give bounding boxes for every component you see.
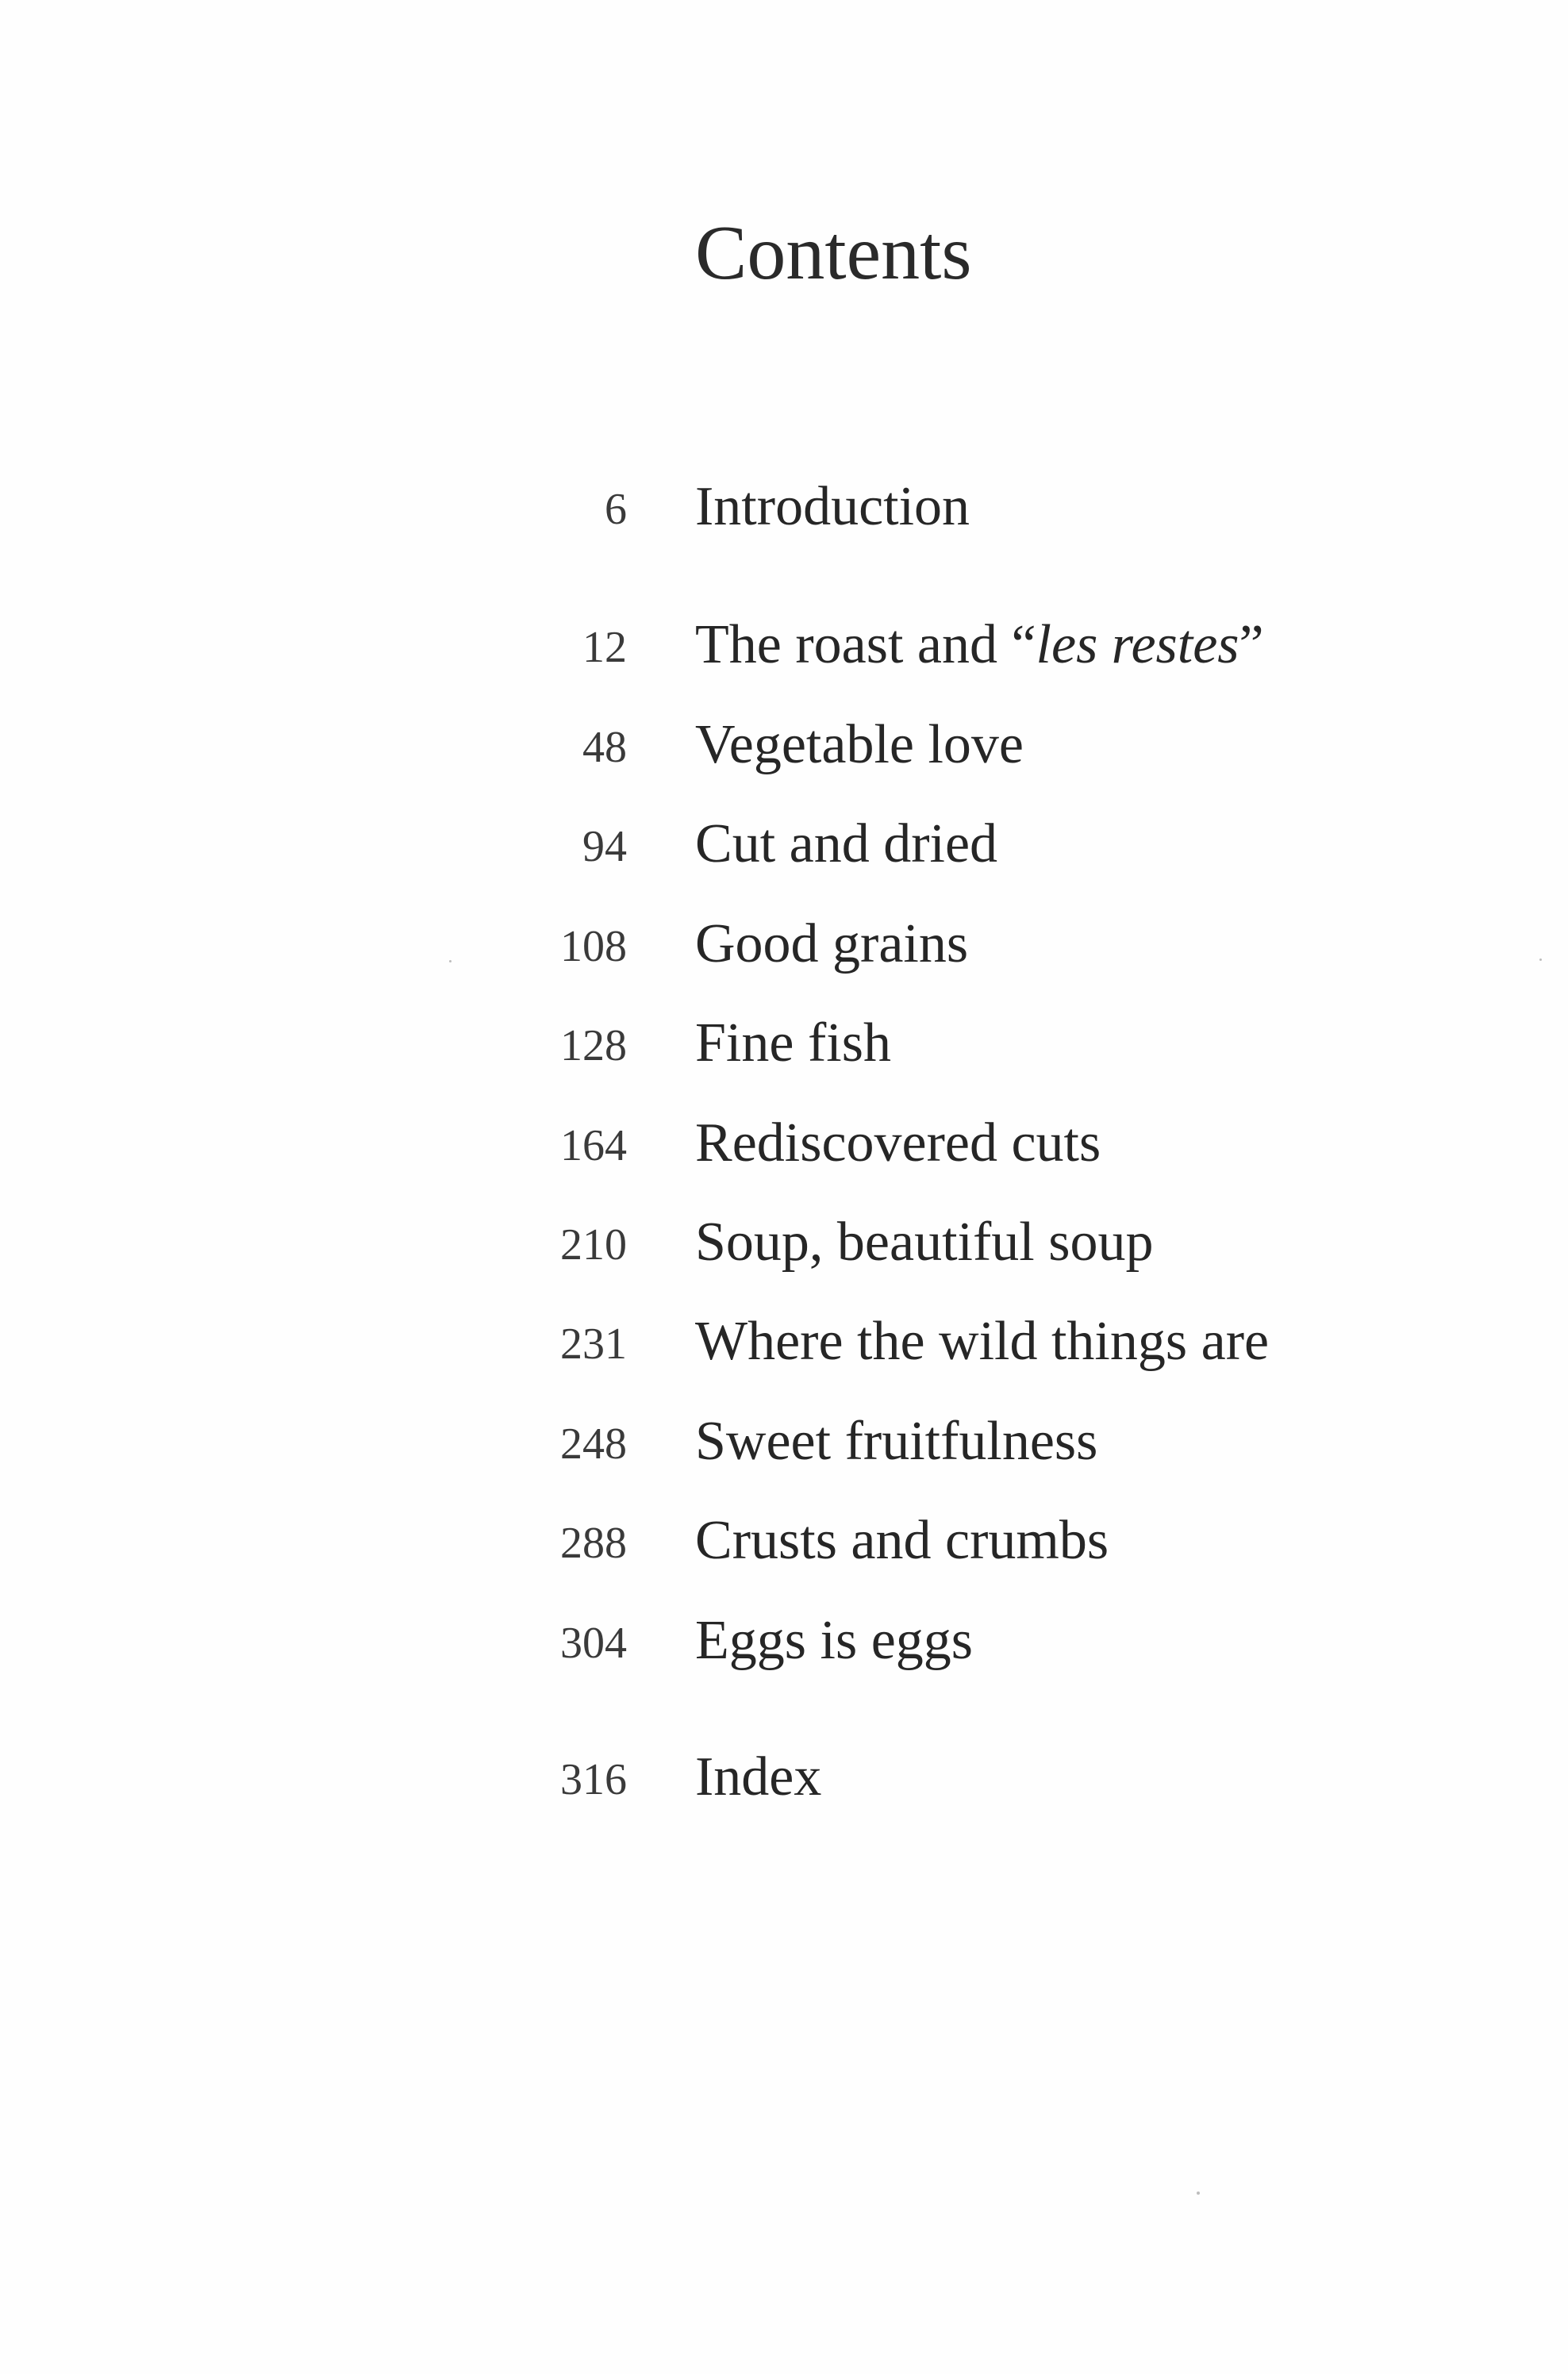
toc-entry-title: Good grains xyxy=(695,913,969,974)
toc-entry-title xyxy=(695,614,1264,675)
toc-entry-introduction xyxy=(0,470,1568,549)
toc-entry-roast xyxy=(0,608,1568,687)
toc-entry-title: Index xyxy=(695,1746,822,1807)
toc-entry-good-grains xyxy=(0,907,1568,986)
toc-page-number: 210 xyxy=(560,1220,627,1270)
paper-speck xyxy=(449,960,452,962)
toc-entry-title: Sweet fruitfulness xyxy=(695,1411,1098,1472)
toc-entry-sweet-fruitfulness xyxy=(0,1404,1568,1484)
toc-page-number: 12 xyxy=(582,623,627,672)
toc-entry-title: Where the wild things are xyxy=(695,1311,1270,1372)
toc-entry-vegetable-love xyxy=(0,708,1568,787)
toc-page-number: 304 xyxy=(560,1619,627,1668)
toc-entry-eggs-is-eggs xyxy=(0,1604,1568,1683)
toc-page-number: 248 xyxy=(560,1419,627,1469)
toc-page-number: 128 xyxy=(560,1021,627,1070)
toc-entry-crusts-and-crumbs xyxy=(0,1504,1568,1583)
toc-entry-title-part: ” xyxy=(1239,614,1264,675)
toc-entry-soup xyxy=(0,1205,1568,1285)
toc-entry-cut-and-dried xyxy=(0,807,1568,886)
toc-page-number: 288 xyxy=(560,1519,627,1568)
toc-entry-title: Fine fish xyxy=(695,1012,891,1074)
toc-page-number: 164 xyxy=(560,1121,627,1170)
toc-page-number: 48 xyxy=(582,723,627,772)
toc-entry-title: Vegetable love xyxy=(695,714,1024,775)
toc-entry-title: Soup, beautiful soup xyxy=(695,1212,1154,1273)
toc-entry-title-part: The roast and “ xyxy=(695,614,1036,675)
paper-speck xyxy=(1197,2192,1200,2195)
toc-page-number: 94 xyxy=(582,822,627,871)
toc-page-number: 6 xyxy=(605,485,627,534)
toc-page-number: 316 xyxy=(560,1755,627,1804)
toc-entry-title-italic: les restes xyxy=(1036,614,1239,675)
toc-entry-index xyxy=(0,1740,1568,1819)
page-title: Contents xyxy=(695,210,972,296)
toc-page-number: 231 xyxy=(560,1320,627,1369)
toc-entry-title: Introduction xyxy=(695,476,970,537)
toc-entry-title: Eggs is eggs xyxy=(695,1610,973,1671)
toc-entry-title: Cut and dried xyxy=(695,813,998,874)
toc-entry-fine-fish xyxy=(0,1006,1568,1085)
toc-entry-rediscovered-cuts xyxy=(0,1106,1568,1185)
toc-entry-wild-things xyxy=(0,1304,1568,1384)
toc-page-number: 108 xyxy=(560,922,627,971)
paper-speck xyxy=(1539,958,1542,961)
toc-entry-title: Crusts and crumbs xyxy=(695,1510,1109,1571)
toc-entry-title: Rediscovered cuts xyxy=(695,1112,1101,1174)
